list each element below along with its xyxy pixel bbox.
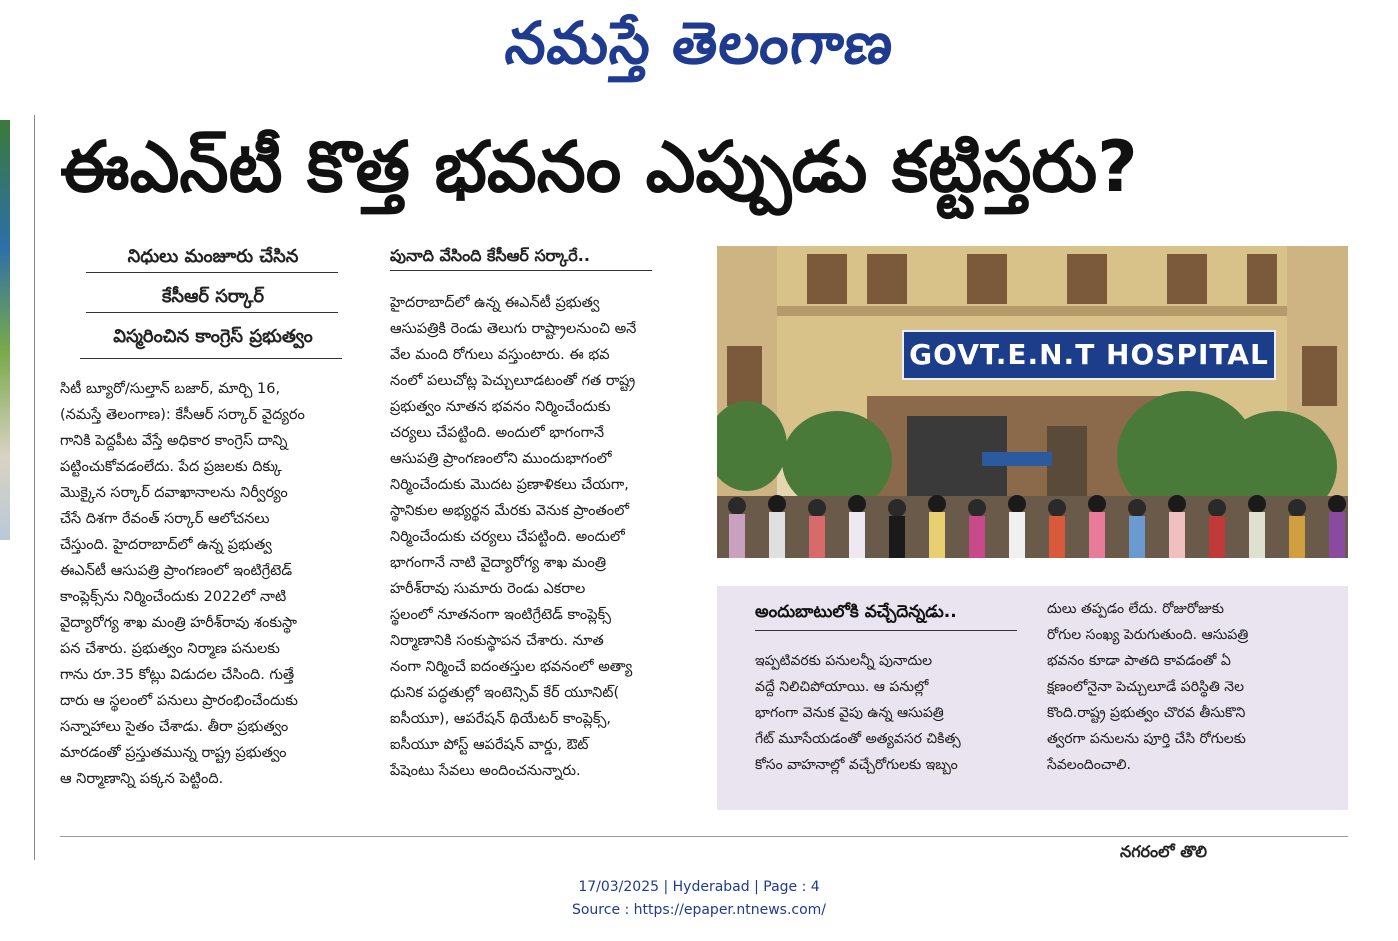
body-line: పట్టించుకోవడంలేదు. పేద ప్రజలకు దిక్కు <box>60 459 282 475</box>
body-line: వేల మంది రోగులు వస్తుంటారు. ఈ భవ <box>390 347 610 363</box>
body-line: ఈఎన్‌టీ ఆసుపత్రి ప్రాంగణంలో ఇంటిగ్రేటెడ్ <box>60 563 293 579</box>
article-column-2 <box>390 290 690 784</box>
body-line: రోగుల సంఖ్య పెరుగుతుంది. ఆసుపత్రి <box>1047 627 1249 643</box>
body-line: దారు ఆ స్థలంలో పనులు ప్రారంభించేందుకు <box>60 693 298 709</box>
body-line: కోసం వాహనాల్లో వచ్చేరోగులకు ఇబ్బం <box>755 757 958 773</box>
body-line: కొంది.రాష్ట్ర ప్రభుత్వం చొరవ తీసుకొని <box>1047 705 1246 721</box>
body-line: సేవలందించాలి. <box>1047 757 1131 773</box>
body-line: నిర్మాణానికి సంకుస్థాపన చేశారు. నూత <box>390 633 604 649</box>
subhead-divider <box>86 312 338 313</box>
body-line: ఆసుపత్రి ప్రాంగణంలోని ముందుభాగంలో <box>390 451 612 467</box>
body-line: హరీశ్‌రావు సుమారు రెండు ఎకరాల <box>390 581 586 597</box>
body-line: స్థానికుల అభ్యర్థన మేరకు వెనుక ప్రాంతంలో <box>390 503 630 519</box>
body-line: నంగా నిర్మించే ఐదంతస్తుల భవనంలో అత్యా <box>390 659 633 675</box>
body-line: ప్రభుత్వం నూతన భవనం నిర్మించేందుకు <box>390 399 611 415</box>
body-line: ధునిక పద్ధతుల్లో ఇంటెన్సివ్ కేర్ యూనిట్( <box>390 685 620 701</box>
hospital-sign: GOVT.E.N.T HOSPITAL <box>902 330 1276 380</box>
body-line: నిర్మించేందుకు చర్యలు చేపట్టింది. అందులో <box>390 529 625 545</box>
sidebar-column-1 <box>755 648 1045 778</box>
next-article-headline-cut <box>60 842 1348 862</box>
body-line: ఐసీయూ పోస్ట్ ఆపరేషన్ వార్డు, ఔట్ <box>390 737 589 753</box>
sidebar-column-2 <box>1047 596 1337 778</box>
hospital-photo <box>717 246 1348 558</box>
newspaper-logo: నమస్తే తెలంగాణ <box>502 8 898 77</box>
body-line: ఇప్పటివరకు పనులన్నీ పునాదుల <box>755 653 933 669</box>
adjacent-photo-edge <box>0 120 10 540</box>
subhead-2: కేసీఆర్ సర్కార్ <box>161 286 265 307</box>
body-line: భాగంగా వెనుక వైపు ఉన్న ఆసుపత్రి <box>755 705 944 721</box>
body-line: కాంప్లెక్స్‌ను నిర్మించేందుకు 2022లో నాటి <box>60 589 287 605</box>
body-line: పన చేశారు. ప్రభుత్వం నిర్మాణ పనులకు <box>60 641 280 657</box>
body-line: గేట్ మూసేయడంతో అత్యవసర చికిత్స <box>755 731 961 747</box>
article-headline: ఈఎన్‌టీ కొత్త భవనం ఎప్పుడు కట్టిస్తరు? <box>60 126 1138 208</box>
section-divider <box>60 836 1348 837</box>
sidebar-box <box>717 586 1348 810</box>
subhead-divider <box>86 272 338 273</box>
hospital-photo-illustration <box>717 246 1348 558</box>
body-line: గాను రూ.35 కోట్లు విడుదల చేసింది. గుత్తే <box>60 667 295 683</box>
body-line: ఐసీయూ), ఆపరేషన్ థియేటర్ కాంప్లెక్స్, <box>390 711 611 727</box>
sidebar-title-divider <box>755 630 1017 631</box>
subhead-3: విస్మరించిన కాంగ్రెస్ ప్రభుత్వం <box>113 326 313 347</box>
body-line: మారడంతో ప్రస్తుతమున్న రాష్ట్ర ప్రభుత్వం <box>60 745 287 761</box>
body-line: చేసే దిశగా రేవంత్ సర్కార్ ఆలోచనలు <box>60 511 270 527</box>
footer-date-line: 17/03/2025 | Hyderabad | Page : 4 <box>578 879 820 895</box>
body-line: స్థలంలో నూతనంగా ఇంటిగ్రేటెడ్ కాంప్లెక్స్ <box>390 607 612 623</box>
body-line: నంలో పలుచోట్ల పెచ్చులూడటంతో గత రాష్ట్ర <box>390 373 636 389</box>
body-line: సన్నాహాలు సైతం చేశాడు. తీరా ప్రభుత్వం <box>60 719 289 735</box>
body-line: (నమస్తే తెలంగాణ): కేసీఆర్ సర్కార్ వైద్యరం <box>60 407 305 423</box>
body-line: ఆసుపత్రికి రెండు తెలుగు రాష్ట్రాలనుంచి అనే <box>390 321 637 337</box>
page-footer <box>0 876 1398 922</box>
body-line: త్వరగా పనులను పూర్తి చేసి రోగులకు <box>1047 731 1246 747</box>
body-line: ఆ నిర్మాణాన్ని పక్కన పెట్టింది. <box>60 771 224 787</box>
body-line: మొక్కైన సర్కార్ దవాఖానాలను నిర్వీర్యం <box>60 485 288 501</box>
body-line: భవనం కూడా పాతది కావడంతో ఏ <box>1047 653 1231 669</box>
body-line: పేషెంటు సేవలు అందించనున్నారు. <box>390 763 581 779</box>
next-article-headline: నగరంలో తొలి <box>1120 842 1207 861</box>
body-line: చర్యలు చేపట్టింది. అందులో భాగంగానే <box>390 425 605 441</box>
body-line: వద్దే నిలిచిపోయాయి. ఆ పనుల్లో <box>755 679 929 695</box>
sidebar-title: అందుబాటులోకి వచ్చేదెన్నడు.. <box>755 602 957 622</box>
body-line: నిర్మించేందుకు మొదట ప్రణాళికలు చేయగా, <box>390 477 629 493</box>
body-line: గానికి పెద్దపీట వేస్తే అధికార కాంగ్రెస్ దాన్ని <box>60 433 288 449</box>
subhead-divider <box>80 358 342 359</box>
masthead <box>0 0 1398 100</box>
kicker-divider <box>390 270 652 271</box>
column-kicker: పునాది వేసింది కేసీఆర్ సర్కారే.. <box>390 246 590 265</box>
body-line: చేస్తుంది. హైదరాబాద్‌లో ఉన్న ప్రభుత్వ <box>60 537 272 553</box>
column-divider <box>34 115 35 860</box>
footer-source-line: Source : https://epaper.ntnews.com/ <box>571 902 827 918</box>
article-column-1 <box>60 376 360 792</box>
body-line: క్షణంలోనైనా పెచ్చులూడే పరిస్థితి నెల <box>1047 679 1245 695</box>
adjacent-article-strip <box>0 120 10 860</box>
subhead-1: నిధులు మంజూరు చేసిన <box>127 246 299 267</box>
body-line: దులు తప్పడం లేదు. రోజురోజుకు <box>1047 601 1224 617</box>
body-line: భాగంగానే నాటి వైద్యారోగ్య శాఖ మంత్రి <box>390 555 607 571</box>
body-line: సిటీ బ్యూరో/సుల్తాన్ బజార్, మార్చి 16, <box>60 381 281 397</box>
body-line: హైదరాబాద్‌లో ఉన్న ఈఎన్‌టీ ప్రభుత్వ <box>390 295 600 311</box>
body-line: వైద్యారోగ్య శాఖ మంత్రి హరీశ్‌రావు శంకుస్థా <box>60 615 297 631</box>
